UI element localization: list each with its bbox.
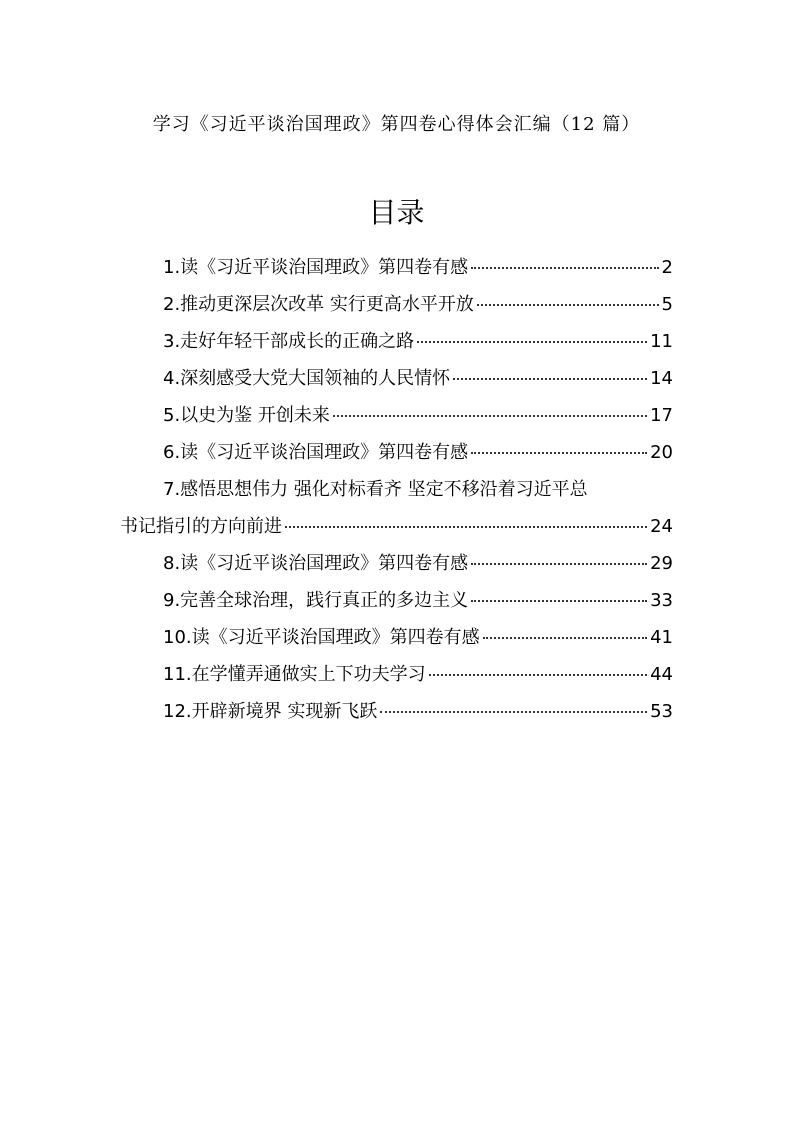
toc-entry-page: 20 [650, 442, 673, 463]
toc-entry-page: 11 [650, 331, 673, 352]
toc-heading: 目录 [368, 196, 425, 229]
document-title: 学习《习近平谈治国理政》第四卷心得体会汇编（12 篇） [152, 114, 641, 135]
dot-leader [483, 637, 647, 639]
toc-entry-6[interactable] [120, 434, 673, 471]
dot-leader [471, 452, 647, 454]
toc-entry-page: 53 [650, 701, 673, 722]
toc-entry-label: 书记指引的方向前进 [120, 516, 282, 537]
dot-leader [471, 563, 647, 565]
toc-entry-7-line1[interactable] [120, 471, 673, 508]
toc-entry-5[interactable] [120, 397, 673, 434]
toc-entry-label: 2.推动更深层次改革 实行更高水平开放 [163, 294, 474, 315]
toc-entry-4[interactable] [120, 360, 673, 397]
toc-entry-page: 2 [661, 257, 673, 278]
dot-leader [429, 674, 647, 676]
dot-leader [380, 711, 647, 713]
toc-entry-page: 14 [650, 368, 673, 389]
toc-entry-label: 5.以史为鉴 开创未来 [163, 405, 330, 426]
toc-entry-label: 8.读《习近平谈治国理政》第四卷有感 [163, 553, 469, 574]
toc-entry-label: 9.完善全球治理，践行真正的多边主义 [163, 590, 469, 611]
toc-entry-label: 12.开辟新境界 实现新飞跃 [163, 701, 378, 722]
toc-entry-label: 11.在学懂弄通做实上下功夫学习 [163, 664, 426, 685]
dot-leader [471, 600, 647, 602]
toc-entry-label: 3.走好年轻干部成长的正确之路 [163, 331, 415, 352]
toc-entry-label: 1.读《习近平谈治国理政》第四卷有感 [163, 257, 469, 278]
toc-entry-2[interactable] [120, 286, 673, 323]
toc-entry-page: 29 [650, 553, 673, 574]
toc-entry-12[interactable] [120, 693, 673, 730]
toc-entry-page: 24 [650, 516, 673, 537]
toc-entry-label: 7.感悟思想伟力 强化对标看齐 坚定不移沿着习近平总 [163, 479, 588, 500]
table-of-contents [120, 249, 673, 730]
toc-entry-8[interactable] [120, 545, 673, 582]
toc-entry-label: 4.深刻感受大党大国领袖的人民情怀 [163, 368, 451, 389]
toc-entry-page: 5 [661, 294, 673, 315]
toc-entry-7-line2[interactable] [120, 508, 673, 545]
toc-entry-9[interactable] [120, 582, 673, 619]
dot-leader [477, 304, 659, 306]
toc-entry-11[interactable] [120, 656, 673, 693]
toc-entry-3[interactable] [120, 323, 673, 360]
toc-entry-page: 33 [650, 590, 673, 611]
toc-entry-page: 44 [650, 664, 673, 685]
toc-entry-label: 6.读《习近平谈治国理政》第四卷有感 [163, 442, 469, 463]
dot-leader [285, 526, 647, 528]
toc-entry-1[interactable] [120, 249, 673, 286]
toc-entry-label: 10.读《习近平谈治国理政》第四卷有感 [163, 627, 480, 648]
dot-leader [471, 267, 658, 269]
dot-leader [417, 341, 647, 343]
dot-leader [333, 415, 647, 417]
toc-entry-page: 17 [650, 405, 673, 426]
toc-entry-10[interactable] [120, 619, 673, 656]
dot-leader [453, 378, 647, 380]
toc-entry-page: 41 [650, 627, 673, 648]
